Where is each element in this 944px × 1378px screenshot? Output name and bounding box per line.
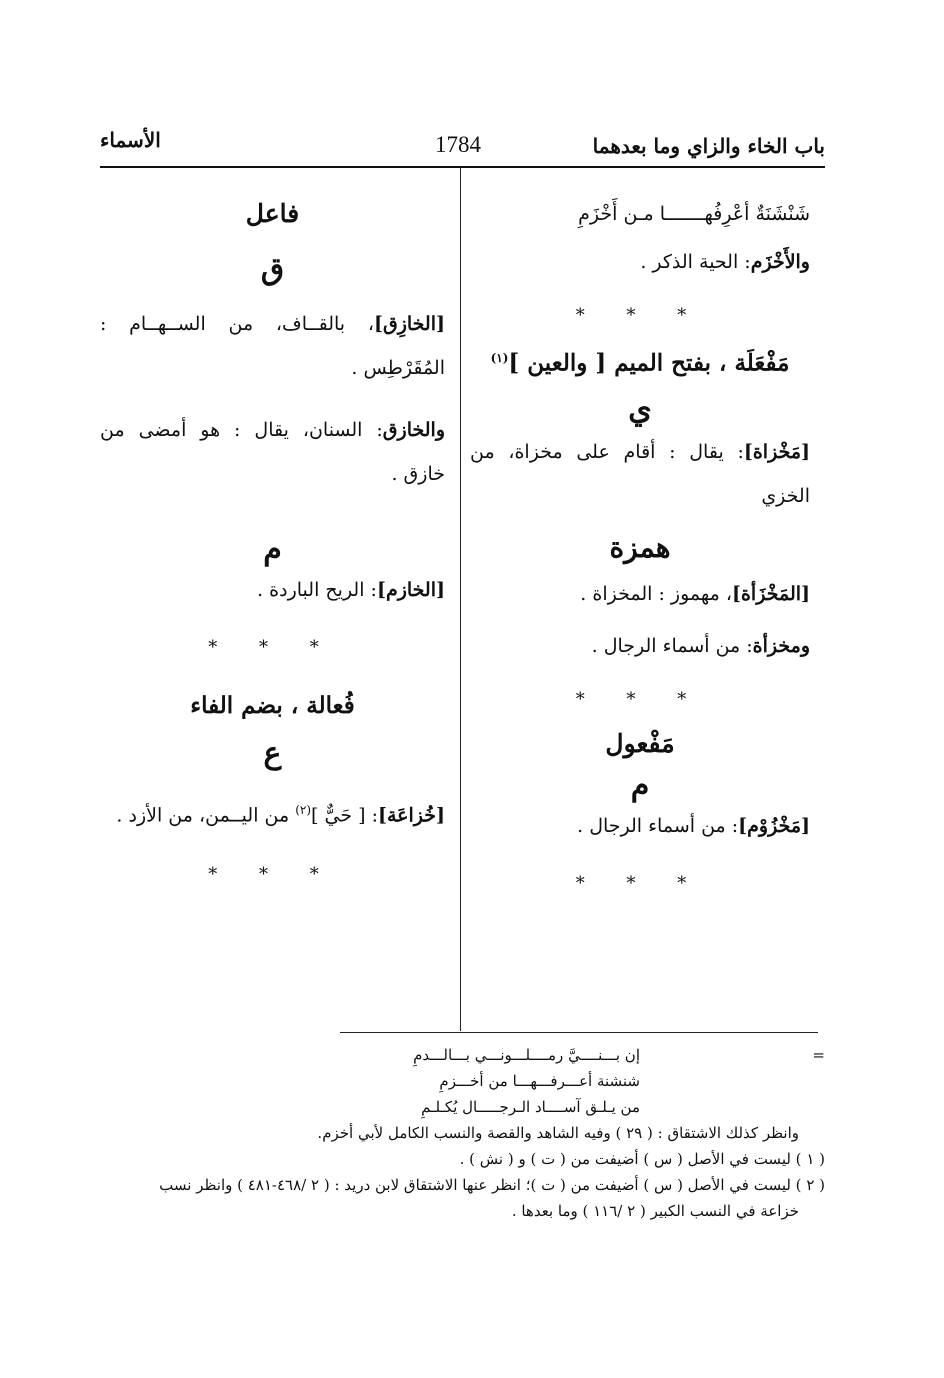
- letter-heading: م: [263, 532, 282, 567]
- entry-makhzaa: [470, 580, 810, 608]
- entry-khazim: [100, 576, 445, 604]
- definition: : من أسماء الرجال .: [591, 634, 753, 657]
- footnote-verse: شنشنة أعـــرفـــهـــا من أخـــزمِ: [439, 1072, 640, 1090]
- section-title: الأسماء: [100, 128, 161, 152]
- section-heading: همزة: [609, 530, 671, 564]
- footnotes: [100, 1042, 825, 1224]
- headword: [خُزاعَة]: [377, 804, 445, 827]
- definition: : يقال : أقام على مخزاة، من الخزي: [470, 440, 810, 507]
- running-head: [100, 128, 825, 168]
- stars-separator: * * *: [208, 864, 337, 886]
- footnote-verse: من يـلـق آســــاد الـرجـــــال يُكـلـمِ: [421, 1098, 640, 1116]
- definition: : من أسماء الرجال .: [577, 814, 739, 837]
- right-column: [470, 192, 810, 898]
- definition: ، مهموز : المخزاة .: [580, 582, 732, 605]
- pattern-heading: مَفْعول: [605, 728, 675, 758]
- footnote-ref: (١): [490, 351, 509, 365]
- entry-makhzat: [470, 430, 810, 518]
- headword: [الخازِق]: [373, 313, 445, 335]
- definition: من اليــمن، من الأزد .: [116, 804, 296, 827]
- continuation-mark: =: [812, 1046, 825, 1064]
- stars-separator: * * *: [208, 637, 337, 658]
- footnote-rule: [340, 1032, 818, 1033]
- definition: : [ حَيٌّ ]: [311, 804, 378, 827]
- headword: [مَخْزاة]: [743, 440, 810, 463]
- left-column: [100, 192, 445, 889]
- stars-separator: * * *: [575, 305, 705, 326]
- headword: [مَخْزُوْم]: [738, 814, 810, 837]
- entry-khaziq-2: [100, 408, 445, 496]
- letter-heading: ي: [628, 391, 652, 427]
- pattern-heading: فاعل: [245, 199, 300, 228]
- letter-heading: ع: [263, 736, 282, 771]
- entry-akhzam: [470, 248, 810, 276]
- footnote-2-continued: خزاعة في النسب الكبير ( ٢ /١١٦ ) وما بعدها .: [511, 1202, 799, 1220]
- headword: والخازق: [382, 419, 445, 441]
- headword: [الخازم]: [376, 579, 445, 601]
- headword: [المَخْزَأة]: [731, 582, 810, 605]
- footnote-see-also: وانظر كذلك الاشتقاق : ( ٢٩ ) وفيه الشاهد والقصة والنسب الكامل لأبي أخزم.: [317, 1124, 799, 1142]
- entry-khuzaa: [100, 782, 445, 843]
- pattern-text: مَفْعَلَة ، بفتح الميم [ والعين ]: [508, 349, 790, 377]
- footnote-1: ( ١ ) ليست في الأصل ( س ) أضيفت من ( ت ) و ( نش ) .: [459, 1150, 825, 1168]
- definition: : الريح الباردة .: [257, 579, 377, 601]
- stars-separator: * * *: [575, 872, 705, 894]
- footnote-2: ( ٢ ) ليست في الأصل ( س ) أضيفت من ( ت )؛ انظر عنها الاشتقاق لابن دريد : ( ٢ /٤٦٨-٤٨١ ) وانظر نسب: [159, 1176, 825, 1194]
- pattern-heading: [470, 344, 810, 378]
- entry-khaziq: [100, 302, 445, 390]
- column-divider: [460, 168, 461, 1031]
- definition: ، بالقــاف، من الســهــام : المُقَرْطِس .: [100, 313, 445, 379]
- entry-makhzum: [470, 812, 810, 840]
- header-rule: [100, 166, 825, 168]
- verse-line: شَنْشَنَةٌ أعْرِفُهـــــــا مـن أَخْزَمِ: [578, 203, 810, 225]
- stars-separator: * * *: [575, 688, 705, 710]
- letter-heading: م: [630, 767, 650, 803]
- pattern-heading: فُعالة ، بضم الفاء: [190, 692, 355, 719]
- definition: : السنان، يقال : هو أمضى من خازق .: [100, 419, 445, 485]
- footnote-ref: (٢): [295, 803, 312, 817]
- definition: : الحية الذكر .: [640, 251, 751, 273]
- chapter-title: باب الخاء والزاي وما بعدهما: [592, 134, 825, 158]
- headword: والأَخْزَم: [750, 251, 810, 273]
- headword: ومخزأة: [752, 634, 810, 657]
- entry-makhzaa-name: [470, 632, 810, 660]
- footnote-verse: إن بـــنــــيَّ رمــــلـــونـــي بـــالـــدمِ: [413, 1046, 640, 1064]
- page-number: 1784: [435, 132, 481, 157]
- letter-heading: ق: [260, 252, 285, 287]
